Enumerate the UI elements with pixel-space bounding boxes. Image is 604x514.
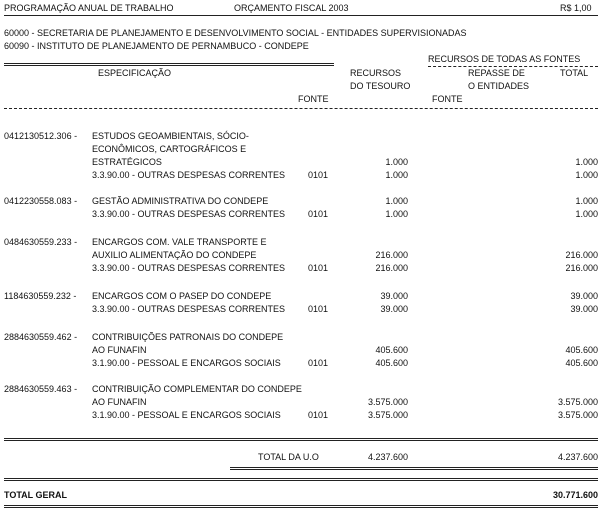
item-title-line: GESTÃO ADMINISTRATIVA DO CONDEPE xyxy=(92,196,269,206)
item-sub-total: 405.600 xyxy=(565,358,598,368)
item-treasury-value: 3.575.000 xyxy=(367,397,408,407)
item-title-line: AUXILIO ALIMENTAÇÃO DO CONDEPE xyxy=(92,250,257,260)
item-fonte: 0101 xyxy=(308,358,329,368)
item-sub-total: 216.000 xyxy=(565,263,598,273)
item-title-line: CONTRIBUIÇÕES PATRONAIS DO CONDEPE xyxy=(92,332,284,342)
header-rule xyxy=(4,15,598,16)
item-fonte: 0101 xyxy=(308,170,329,180)
item-total-value: 1.000 xyxy=(575,157,598,167)
budget-label: ORÇAMENTO FISCAL 2003 xyxy=(234,3,349,13)
item-treasury-value: 1.000 xyxy=(385,157,408,167)
item-subline: 3.3.90.00 - OUTRAS DESPESAS CORRENTES xyxy=(92,170,286,180)
item-title-line: AO FUNAFIN xyxy=(92,397,147,407)
item-title-line: ENCARGOS COM O PASEP DO CONDEPE xyxy=(92,291,272,301)
item-title-line: ECONÔMICOS, CARTOGRÁFICOS E xyxy=(92,144,247,154)
item-treasury-value: 405.600 xyxy=(375,345,408,355)
item-fonte: 0101 xyxy=(308,263,329,273)
total-header: TOTAL xyxy=(560,68,589,78)
item-sub-total: 1.000 xyxy=(575,209,598,219)
item-title-line: ESTRATÉGICOS xyxy=(92,157,162,167)
uo-top-rule xyxy=(4,438,598,441)
item-subline: 3.1.90.00 - PESSOAL E ENCARGOS SOCIAIS xyxy=(92,358,281,368)
item-total-value: 3.575.000 xyxy=(557,397,598,407)
item-code: 0412230558.083 - xyxy=(4,196,78,206)
item-treasury-value: 216.000 xyxy=(375,250,408,260)
item-sub-value: 216.000 xyxy=(375,263,408,273)
item-treasury-value: 1.000 xyxy=(385,196,408,206)
item-code: 0484630559.233 - xyxy=(4,237,78,247)
item-subline: 3.1.90.00 - PESSOAL E ENCARGOS SOCIAIS xyxy=(92,410,281,420)
treasury-header-2: DO TESOURO xyxy=(350,81,411,91)
item-subline: 3.3.90.00 - OUTRAS DESPESAS CORRENTES xyxy=(92,304,286,314)
item-title-line: ESTUDOS GEOAMBIENTAIS, SÓCIO- xyxy=(92,131,249,141)
report-title: PROGRAMAÇÃO ANUAL DE TRABALHO xyxy=(4,3,174,13)
all-sources-header: RECURSOS DE TODAS AS FONTES xyxy=(428,54,581,64)
fonte-header-2: FONTE xyxy=(432,94,463,104)
item-total-value: 405.600 xyxy=(565,345,598,355)
item-total-value: 1.000 xyxy=(575,196,598,206)
item-sub-value: 1.000 xyxy=(385,170,408,180)
treasury-header-1: RECURSOS xyxy=(350,68,402,78)
item-fonte: 0101 xyxy=(308,209,329,219)
item-sub-total: 1.000 xyxy=(575,170,598,180)
item-sub-total: 3.575.000 xyxy=(557,410,598,420)
transfer-header-2: O ENTIDADES xyxy=(468,81,530,91)
item-sub-value: 1.000 xyxy=(385,209,408,219)
item-total-value: 216.000 xyxy=(565,250,598,260)
uo-bottom-rule xyxy=(230,467,598,470)
fonte-header-1: FONTE xyxy=(298,94,329,104)
secretaria-line: 60000 - SECRETARIA DE PLANEJAMENTO E DESENVOLVIMENTO SOCIAL - ENTIDADES SUPERVISIONADAS xyxy=(4,28,467,38)
item-sub-total: 39.000 xyxy=(570,304,598,314)
item-subline: 3.3.90.00 - OUTRAS DESPESAS CORRENTES xyxy=(92,209,286,219)
item-code: 0412130512.306 - xyxy=(4,131,78,141)
item-total-value: 39.000 xyxy=(570,291,598,301)
item-code: 2884630559.462 - xyxy=(4,332,78,342)
currency-unit: R$ 1,00 xyxy=(560,3,592,13)
total-uo-label: TOTAL DA U.O xyxy=(258,452,319,462)
item-sub-value: 405.600 xyxy=(375,358,408,368)
item-title-line: CONTRIBUIÇÃO COMPLEMENTAR DO CONDEPE xyxy=(92,384,302,394)
header-double-rule xyxy=(4,63,334,66)
total-geral-label: TOTAL GERAL xyxy=(4,490,67,500)
item-treasury-value: 39.000 xyxy=(380,291,408,301)
all-sources-rule xyxy=(428,66,598,67)
item-fonte: 0101 xyxy=(308,410,329,420)
item-title-line: ENCARGOS COM. VALE TRANSPORTE E xyxy=(92,237,267,247)
item-subline: 3.3.90.00 - OUTRAS DESPESAS CORRENTES xyxy=(92,263,286,273)
total-uo-total: 4.237.600 xyxy=(557,452,598,462)
total-geral-value: 30.771.600 xyxy=(552,490,598,500)
item-code: 1184630559.232 - xyxy=(4,291,77,301)
instituto-line: 60090 - INSTITUTO DE PLANEJAMENTO DE PERNAMBUCO - CONDEPE xyxy=(4,41,309,51)
item-fonte: 0101 xyxy=(308,304,329,314)
item-title-line: AO FUNAFIN xyxy=(92,345,147,355)
spec-header: ESPECIFICAÇÃO xyxy=(98,68,172,78)
geral-top-rule xyxy=(4,478,598,481)
transfer-header-1: REPASSE DE xyxy=(468,68,525,78)
total-uo-value: 4.237.600 xyxy=(367,452,408,462)
columns-rule xyxy=(4,108,598,109)
item-sub-value: 39.000 xyxy=(380,304,408,314)
item-code: 2884630559.463 - xyxy=(4,384,78,394)
item-sub-value: 3.575.000 xyxy=(367,410,408,420)
geral-bottom-rule xyxy=(4,505,598,508)
